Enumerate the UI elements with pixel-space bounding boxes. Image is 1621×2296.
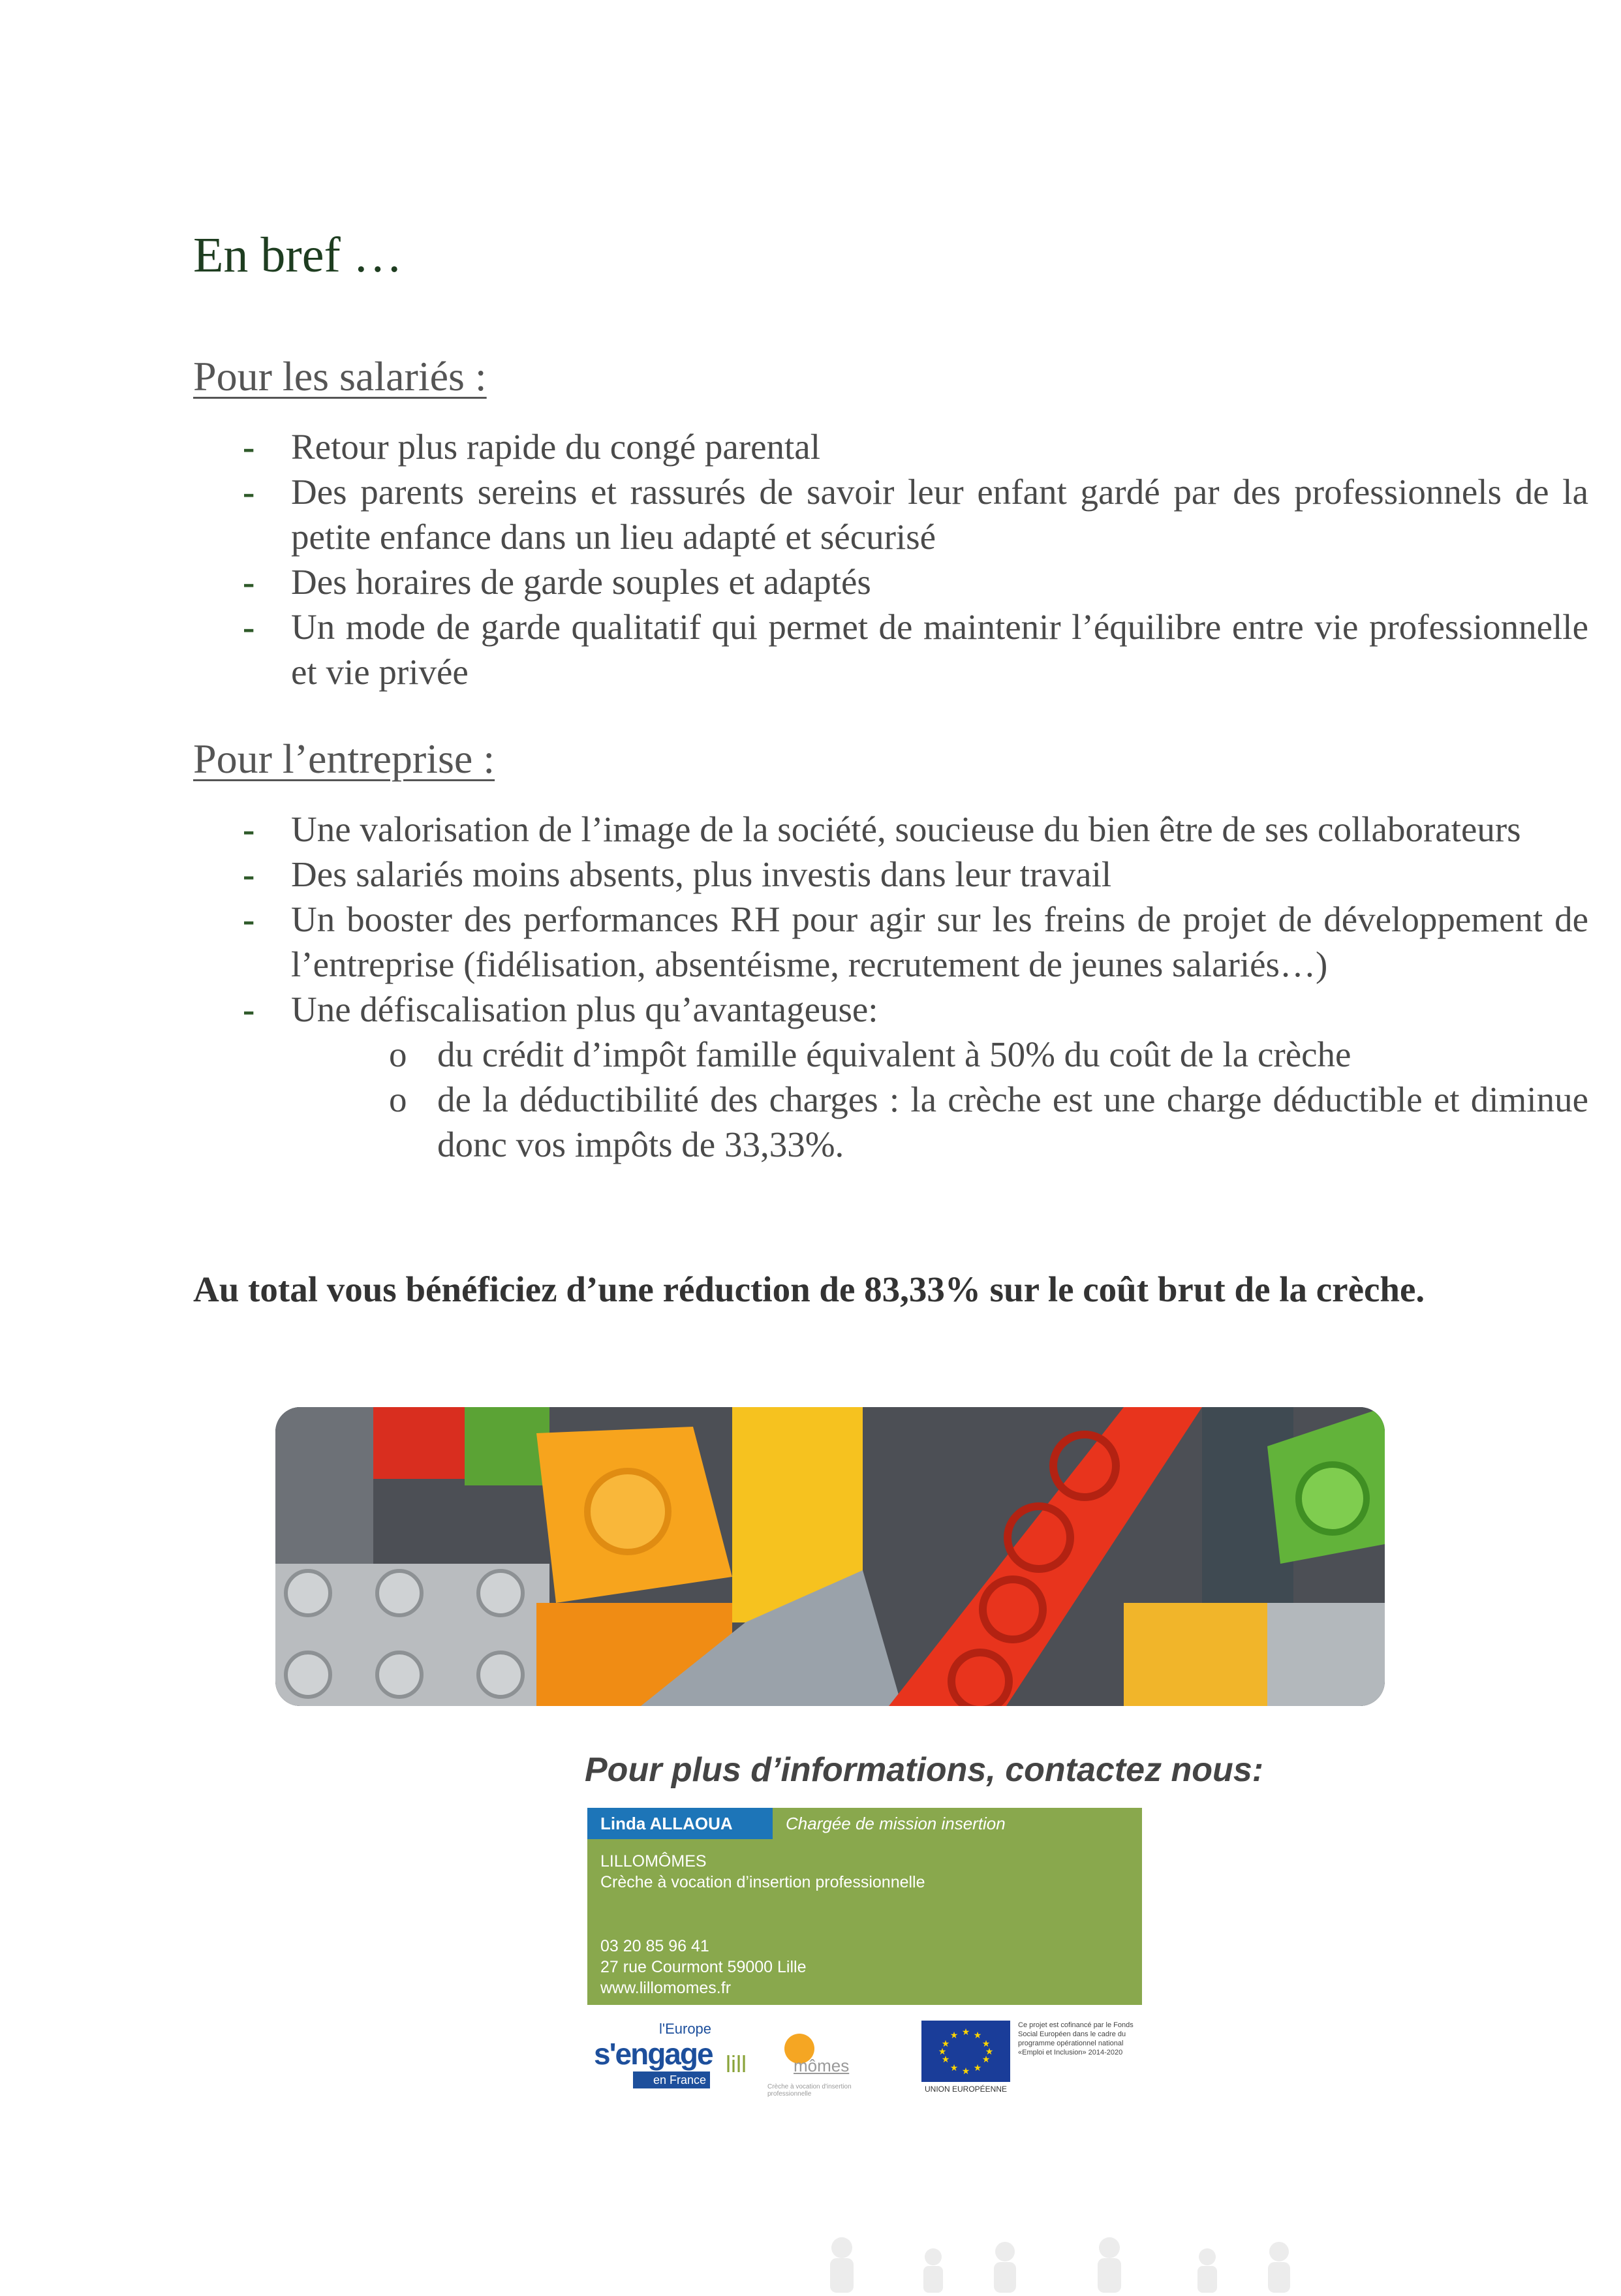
- svg-text:★: ★: [961, 2066, 970, 2077]
- list-item: - Une défiscalisation plus qu’avantageuse: o du crédit d’impôt famille équivalent à 50% du coût de la crèche o de la déductibilité des charges : la crèche est une charge déductible et diminue donc vos impôts de 33,33%.: [243, 987, 1588, 1167]
- organization-name: LILLOMÔMES: [600, 1852, 707, 1870]
- svg-text:★: ★: [961, 2027, 970, 2038]
- circle-bullet: o: [389, 1034, 407, 1074]
- dash-bullet: -: [243, 607, 255, 647]
- sublist-item: o de la déductibilité des charges : la crèche est une charge déductible et diminue donc vos impôts de 33,33%.: [389, 1077, 1588, 1167]
- contact-name: Linda ALLAOUA: [587, 1808, 773, 1839]
- svg-text:★: ★: [981, 2039, 991, 2049]
- list-item: - Des parents sereins et rassurés de savoir leur enfant gardé par des professionnels de la petite enfance dans un lieu adapté et sécurisé: [243, 469, 1588, 559]
- contact-phone: 03 20 85 96 41: [600, 1937, 709, 1955]
- eu-label: UNION EUROPÉENNE: [924, 2085, 1008, 2094]
- list-item: - Retour plus rapide du congé parental: [243, 424, 1588, 469]
- list-item: - Un mode de garde qualitatif qui permet de maintenir l’équilibre entre vie professionnelle et vie privée: [243, 604, 1588, 694]
- section-heading-company: Pour l’entreprise :: [193, 736, 495, 782]
- dash-bullet: -: [243, 472, 255, 512]
- svg-text:★: ★: [949, 2063, 959, 2073]
- dash-bullet: -: [243, 854, 255, 894]
- svg-text:★: ★: [973, 2030, 982, 2041]
- dash-bullet: -: [243, 989, 255, 1029]
- sublist-item: o du crédit d’impôt famille équivalent à 50% du coût de la crèche: [389, 1032, 1588, 1077]
- company-benefits-list: [243, 807, 1588, 1167]
- europe-engage-logo: l'Europe s'engage en France: [594, 2021, 710, 2088]
- list-item: - Une valorisation de l’image de la société, soucieuse du bien être de ses collaborateurs: [243, 807, 1588, 852]
- svg-text:★: ★: [941, 2039, 950, 2049]
- contact-role: Chargée de mission insertion: [786, 1814, 1006, 1833]
- svg-text:★: ★: [973, 2063, 982, 2073]
- total-reduction-statement: Au total vous bénéficiez d’une réduction de 83,33% sur le coût brut de la crèche.: [193, 1269, 1425, 1309]
- svg-text:★: ★: [981, 2055, 991, 2065]
- contact-address: 27 rue Courmont 59000 Lille: [600, 1958, 807, 1976]
- list-item: - Des salariés moins absents, plus investis dans leur travail: [243, 852, 1588, 897]
- section-heading-employees: Pour les salariés :: [193, 353, 487, 399]
- tax-benefits-sublist: [291, 1032, 1588, 1167]
- svg-text:★: ★: [985, 2047, 994, 2057]
- list-item: - Des horaires de garde souples et adaptés: [243, 559, 1588, 604]
- toy-bricks-illustration: [275, 1407, 1385, 1706]
- svg-text:★: ★: [938, 2047, 947, 2057]
- list-item: - Un booster des performances RH pour agir sur les freins de projet de développement de l’entreprise (fidélisation, absentéisme, recrutement de jeunes salariés…): [243, 897, 1588, 987]
- page-title: En bref …: [193, 228, 403, 283]
- decorative-people-silhouettes: [783, 2232, 1370, 2293]
- dash-bullet: -: [243, 427, 255, 467]
- contact-card: [587, 1808, 1142, 2005]
- contact-website: www.lillomomes.fr: [600, 1979, 732, 1997]
- lillomomes-logo: lill mômes Crèche à vocation d'insertion professionnelle: [722, 2027, 891, 2092]
- employee-benefits-list: [243, 424, 1588, 694]
- toy-bricks-banner-image: [275, 1407, 1385, 1706]
- circle-bullet: o: [389, 1079, 407, 1119]
- dash-bullet: -: [243, 809, 255, 849]
- svg-text:★: ★: [949, 2030, 959, 2041]
- contact-heading: Pour plus d’informations, contactez nous:: [585, 1751, 1264, 1789]
- svg-text:★: ★: [941, 2055, 950, 2065]
- eu-funding-note: Ce projet est cofinancé par le Fonds Social Européen dans le cadre du programme opérationnel national «Emploi et Inclusion» 2014-2020: [1018, 2021, 1134, 2056]
- dash-bullet: -: [243, 562, 255, 602]
- partner-logos: [587, 2014, 1142, 2099]
- dash-bullet: -: [243, 899, 255, 939]
- eu-flag-icon: [921, 2021, 1010, 2082]
- organization-description: Crèche à vocation d’insertion professionnelle: [600, 1873, 925, 1891]
